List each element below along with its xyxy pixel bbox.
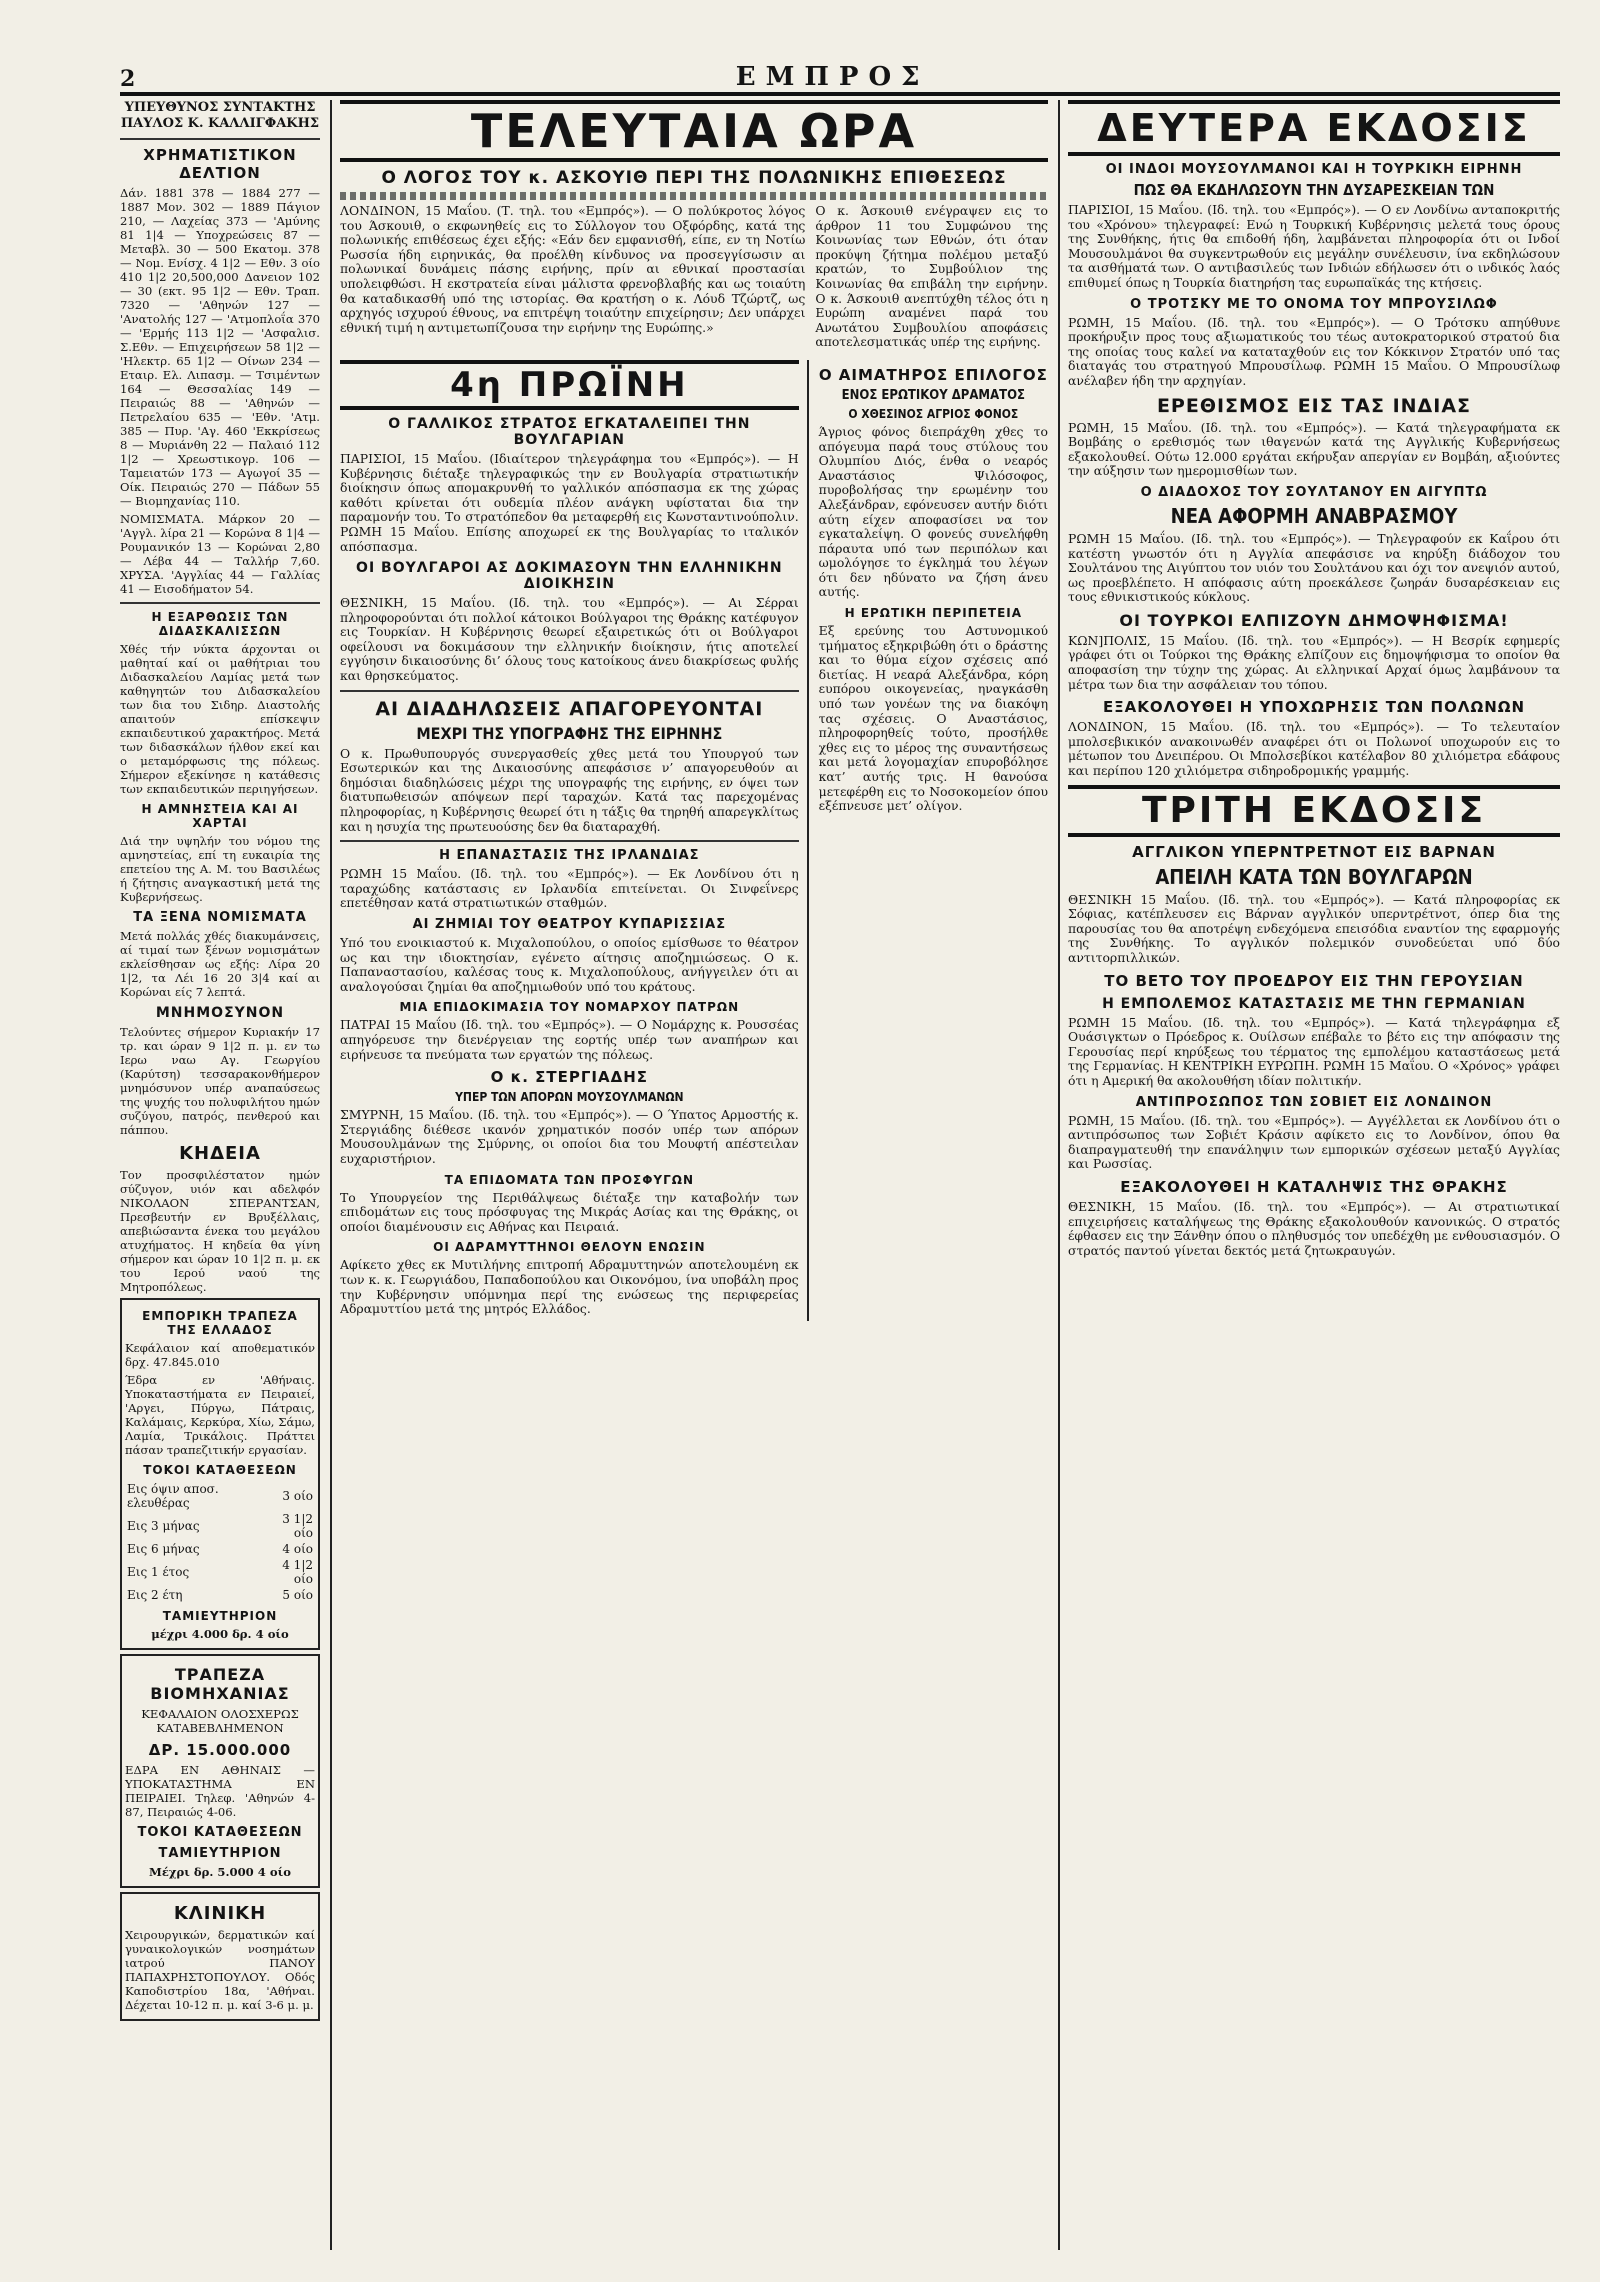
savings-text: μέχρι 4.000 δρ. 4 οίο: [151, 1627, 289, 1641]
industry-bank-advert: [120, 1654, 320, 1888]
lead-story: [340, 204, 1048, 354]
stergiadis-subhead: ΥΠΕΡ ΤΩΝ ΑΠΟΡΩΝ ΜΟΥΣΟΥΛΜΑΝΩΝ: [455, 1090, 684, 1105]
prefect-text: ΠΑΤΡΑΙ 15 Μαΐου (Ιδ. τηλ. του «Εμπρός»). — Ο Νομάρχης κ. Ρουσσέας απηγόρευσε την διενέργειαν της εορτής υπέρ των αναπήρων και ειρήνευσε τα πνεύματα των εργατών της πόλεως.: [340, 1017, 799, 1062]
crime-text: Άγριος φόνος διεπράχθη χθες το απόγευμα παρά τους στύλους του Ολυμπίου Διός, ένθα ο νεαρός Αναστάσιος Ψιλόσοφος, πυροβολήσας την ερωμένην του Αλεξάνδραν, εφόνευσεν αυτήν διότι αύτη είχεν αποφασίσει να τον εγκαταλείψη. Ο φονεύς συνελήφθη πάραυτα υπό των περιπόλων και ωμολόγησε το έγκλημά του λέγων ότι δεν ηδύνατο να ζήση άνευ αυτής.: [818, 423, 1048, 600]
crime-headline: Ο ΑΙΜΑΤΗΡΟΣ ΕΠΙΛΟΓΟΣ: [818, 365, 1048, 384]
market-text: Δάν. 1881 378 — 1884 277 — 1887 Μον. 302 — 1889 Πάγιον 210, — Λαχείας 373 — 'Αμύνης 81 1|4 — Υποχρεώσεις 87 — Μεταβλ. 30 — 500 Εκατομ. 378 — Νομ. Ενίσχ. 4 1|2 — Εθν. 3 οίο 410 1|2 20,500,000 Δανειον 102 — 30 (εκτ. 95 1|2 — Εθν. Τραπ. 7320 — 'Αθηνών 127 — 'Ανατολής 127 — 'Ατμοπλοΐα 370 — 'Ερμής 113 1|2 — 'Ασφαλισ. Σ.Εθν. — Επιχειρήσεων 58 1|2 — 'Ηλεκτρ. 65 1|2 — Οίνων 234 — Εταιρ. Ελ. Λιπασμ. — Τσιμέντων 164 — Θεσσαλίας 149 — Πειραιώς 88 — 'Αθηνών — Πετρελαίου 635 — 'Εθν. 'Ατμ. 385 — Πυρ. 'Αγ. 460 'Εκκρίσεως 8 — Μυριάνθη 22 — Παλαιό 112 1|2 — Χρεωστικογρ. 106 — Ταμειατών 173 — Αγωγοί 35 — Οίκ. Πειραιώς 270 — Πάδων 55 — Βιομηχανίας 110.: [120, 186, 320, 508]
bank1-capital: Κεφάλαιον καί αποθεματικόν δρχ. 47.845.010: [125, 1341, 315, 1369]
bank2-deposits-title: ΤΟΚΟΙ ΚΑΤΑΘΕΣΕΩΝ: [137, 1825, 303, 1840]
trotsky-headline: Ο ΤΡΟΤΣΚΥ ΜΕ ΤΟ ΟΝΟΜΑ ΤΟΥ ΜΠΡΟΥΣΙΛΩΦ: [1130, 296, 1498, 312]
ireland-text: ΡΩΜΗ 15 Μαΐου. (Ιδ. τηλ. του «Εμπρός»). — Εκ Λονδίνου ότι η ταραχώδης κατάστασις εν Ιρλανδία επιτείνεται. Οι Σινφεΐνερς επετέθησαν κατά στρατιωτικών σταθμών.: [340, 866, 799, 911]
stergiadis-headline: Ο κ. ΣΤΕΡΓΙΑΔΗΣ: [490, 1068, 649, 1087]
amnesty-text: Διά την υψηλήν του νόμου της αμνηστείας, επί τη ευκαιρία της επετείου της Α. Μ. του Βασιλέως ή ζήτησις αναγκαστική μετά της Κυβερνήσεως.: [120, 834, 320, 904]
germany-text: ΡΩΜΗ 15 Μαΐου. (Ιδ. τηλ. του «Εμπρός»). — Κατά τηλεγράφημα εξ Ουάσιγκτων ο Πρόεδρος κ. Ουίλσων επέβαλε το βέτο εις την απόφασιν της Γερουσίας περί κηρύξεως του τέρματος της εμπολέμου καταστάσεως μετά της Γερμανίας. Η ΚΕΝΤΡΙΚΗ ΕΥΡΩΠΗ. ΡΩΜΗ 15 Μαΐου. Ο «Χρόνος» γράφει ότι η Αμερική θα ακολουθήση ιδίαν πολιτικήν.: [1068, 1014, 1560, 1088]
ireland-headline: Η ΕΠΑΝΑΣΤΑΣΙΣ ΤΗΣ ΙΡΛΑΝΔΙΑΣ: [439, 848, 700, 864]
left-column: [120, 100, 320, 2250]
india-unrest-text: ΡΩΜΗ, 15 Μαΐου. (Ιδ. τηλ. του «Εμπρός»). — Κατά τηλεγραφήματα εκ Βομβάης ο ερεθισμός των ιθαγενών κατά της Αγγλικής Κυβερνήσεως εξακολουθεί. Ούτω 12.000 εργάται εκήρυξαν απεργίαν εν Βομβάη, αξιούντες την αύξησιν των ημερομισθίων των.: [1068, 419, 1560, 479]
last-hour-banner: ΤΕΛΕΥΤΑΙΑ ΩΡΑ: [340, 100, 1048, 162]
indians-text: ΠΑΡΙΣΙΟΙ, 15 Μαΐου. (Ιδ. τηλ. του «Εμπρός»). — Ο εν Λονδίνω ανταποκριτής του «Χρόνου» τηλεγραφεί: Ενώ η Τουρκική Κυβέρνησις μελετά τους όρους της Συνθήκης, ήτις θα επιδοθή ήδη, λαμβάνεται πληροφορία ότι οι Ινδοί Μουσουλμάνοι θα συγκεντρωθούν εις μεγάλην συνέλευσιν, ίνα εκδηλώσουν τα αισθήματά των. Ο αντιβασιλεύς των Ινδιών εδήλωσεν ότι ο ινδικός λαός επιθυμεί όπως η Τουρκία διατηρήση τας ευρωπαϊκάς της κτήσεις.: [1068, 202, 1560, 290]
paper-name: ΕΜΠΡΟΣ: [735, 62, 930, 92]
lead-headline: Ο ΛΟΓΟΣ ΤΟΥ κ. ΑΣΚΟΥΙΘ ΠΕΡΙ ΤΗΣ ΠΟΛΩΝΙΚΗΣ ΕΠΙΘΕΣΕΩΣ: [381, 168, 1007, 188]
egypt-headline: Ο ΔΙΑΔΟΧΟΣ ΤΟΥ ΣΟΥΛΤΑΝΟΥ ΕΝ ΑΙΓΥΠΤΩ: [1140, 484, 1488, 500]
bank2-sub: ΚΕΦΑΛΑΙΟΝ ΟΛΟΣΧΕΡΩΣ ΚΑΤΑΒΕΒΛΗΜΕΝΟΝ: [141, 1707, 299, 1735]
deposits-title: ΤΟΚΟΙ ΚΑΤΑΘΕΣΕΩΝ: [143, 1463, 297, 1477]
dreadnought-text: ΘΕΣΝΙΚΗ 15 Μαΐου. (Ιδ. τηλ. του «Εμπρός»). — Κατά πληροφορίας εκ Σόφιας, κατέπλευσεν εις Βάρναν αγγλικόν υπερντρέτνοτ, όπερ δια της παρουσίας του θα αποτρέψη ενδεχόμενα επεισόδια εναντίον της εφαρμογής της Συνθήκης. Το αγγλικόν πολεμικόν συνοδεύεται υπό δύο αντιτορπιλλικών.: [1068, 891, 1560, 965]
indians-headline: ΟΙ ΙΝΔΟΙ ΜΟΥΣΟΥΛΜΑΝΟΙ ΚΑΙ Η ΤΟΥΡΚΙΚΗ ΕΙΡΗΝΗ: [1105, 162, 1523, 177]
refugees-headline: ΤΑ ΕΠΙΔΟΜΑΤΑ ΤΩΝ ΠΡΟΣΦΥΓΩΝ: [444, 1172, 695, 1187]
crime-subhead: ΕΝΟΣ ΕΡΩΤΙΚΟΥ ΔΡΑΜΑΤΟΣ: [841, 387, 1026, 403]
lower-middle: [340, 360, 1048, 1321]
masthead: [120, 62, 1560, 96]
thrace-headline: ΕΞΑΚΟΛΟΥΘΕΙ Η ΚΑΤΑΛΗΨΙΣ ΤΗΣ ΘΡΑΚΗΣ: [1120, 1177, 1508, 1196]
india-unrest-headline: ΕΡΕΘΙΣΜΟΣ ΕΙΣ ΤΑΣ ΙΝΔΙΑΣ: [1156, 394, 1472, 417]
column-rule: [1058, 100, 1060, 2250]
lead-text-a: ΛΟΝΔΙΝΟΝ, 15 Μαΐου. (Τ. τηλ. του «Εμπρός»). — Ο πολύκροτος λόγος του Άσκουιθ, ο εκφωνηθείς εις το Σύλλογον του Οξφόρδης, κατά της πολωνικής επιθέσεως έχει εξής: «Εάν δεν εμφανισθή, είπε, εν τη Νοτίω Ρωσσία ήδη ειρηνικάς, θα προέλθη κίνδυνος να προσεγγίσωσιν αι πολωνικαί δυνάμεις πάσης ειρήνης, πρίν αι εθνικαί προστασίαι υπολειφθώσι. Η εκστρατεία είναι μάλιστα φρενοβλαβής και ως τοιαύτη θα καταδικασθή υπό της ιστορίας. Θα κρατήση ο κ. Λόυδ Τζώρτζ, ως αρχηγός ισχυρού έθνους, να επιτρέψη τοιαύτην επιχείρησιν; Δεν υπάρχει εθνική τιμή η αντιμετωπίζουσα την ειρήνην της Ευρώπης.»: [340, 203, 806, 335]
crime-text-2: Εξ ερεύνης του Αστυνομικού τμήματος εξηκριβώθη ότι ο δράστης και το θύμα είχον σχέσεις από διετίας. Η νεαρά Αλεξάνδρα, κόρη ευπόρου οικογενείας, ηναγκάσθη υπό των γονέων της να διακόψη τας σχέσεις. Ο Αναστάσιος, πληροφορηθείς τούτο, προσήλθε χθες εις το μέρος της συναντήσεως και μετά λογομαχίαν επυροβόλησε κατ’ αυτής τρις. Η θανούσα μετεφέρθη εις το Νοσοκομείον όπου εξέπνευσε μετ’ ολίγον.: [818, 623, 1048, 814]
bank2-capital: ΔΡ. 15.000.000: [148, 1741, 292, 1759]
turks-text: ΚΩΝ]ΠΟΛΙΣ, 15 Μαΐου. (Ιδ. τηλ. του «Εμπρός»). — Η Βεσρίκ εφημερίς γράφει ότι οι Τούρκοι της Θράκης ελπίζουν εις δημοψήφισμα το οποίον θα αποφασίση την τύχην της χώρας. Αι ελληνικαί Αρχαί όμως λαμβάνουν τα μέτρα των δια την ασφάλειαν του τόπου.: [1068, 632, 1560, 692]
table-row: Εις 1 έτος 4 1|2 οίο: [127, 1558, 313, 1586]
second-edition-banner: ΔΕΥΤΕΡΑ ΕΚΔΟΣΙΣ: [1068, 100, 1560, 156]
demonstrations-text: Ο κ. Πρωθυπουργός συνεργασθείς χθες μετά του Υπουργού των Εσωτερικών και της Δικαιοσύνης απεφάσισε ν’ απαγορευθούν αι δημόσιαι διαδηλώσεις μέχρι της υπογραφής της ειρήνης, εν όψει των διατυπωθεισών απόψεων περί ταραχών. Κατά τας παρεχομένας πληροφορίας, η Κυβέρνησις θεωρεί ότι η τάξις θα τηρηθή απαρεγκλίτως και η ησυχία της πρωτευούσης δεν θα διαταραχθή.: [340, 745, 799, 834]
exams-title: Η ΕΞΑΡΘΩΣΙΣ ΤΩΝ ΔΙΔΑΣΚΑΛΙΣΣΩΝ: [151, 610, 289, 638]
middle-column: [340, 100, 1048, 2250]
stergiadis-text: ΣΜΥΡΝΗ, 15 Μαΐου. (Ιδ. τηλ. του «Εμπρός»). — Ο Ύπατος Αρμοστής κ. Στεργιάδης διέθεσε ικανόν χρηματικόν ποσόν υπέρ των απόρων Μουσουλμάνων της Σμύρνης, οι οποίοι δια του Μουφτή απέστειλαν ευχαριστήριον.: [340, 1107, 799, 1166]
editor-credit: ΥΠΕΥΘΥΝΟΣ ΣΥΝΤΑΚΤΗΣ ΠΑΥΛΟΣ Κ. ΚΑΛΛΙΓΦΑΚΗΣ: [120, 100, 320, 131]
veto-headline: ΤΟ ΒΕΤΟ ΤΟΥ ΠΡΟΕΔΡΟΥ ΕΙΣ ΤΗΝ ΓΕΡΟΥΣΙΑΝ: [1104, 971, 1524, 990]
column-rule: [330, 100, 332, 2250]
crime-subhead-2: Ο ΧΘΕΣΙΝΟΣ ΑΓΡΙΟΣ ΦΟΝΟΣ: [848, 406, 1019, 421]
prefect-headline: ΜΙΑ ΕΠΙΔΟΚΙΜΑΣΙΑ ΤΟΥ ΝΟΜΑΡΧΟΥ ΠΑΤΡΩΝ: [399, 1000, 740, 1015]
french-army-text: ΠΑΡΙΣΙΟΙ, 15 Μαΐου. (Ιδιαίτερον τηλεγράφημα του «Εμπρός»). — Η Κυβέρνησις διέταξε τηλεγραφικώς την εν Βουλγαρία στρατιωτικήν διοίκησιν όπως απομακρυνθή το γαλλικόν απόσπασμα εκ της χώρας καθότι κρίνεται ότι ουδεμία πλέον ανάγκη υφίσταται δια την παραμονήν του. Το στρατόπεδον θα μεταφερθή εις Κωνσταντινούπολιν. ΡΩΜΗ 15 Μαΐου. Επίσης αποχωρεί εκ της Βουλγαρίας το ιταλικόν απόσπασμα.: [340, 450, 799, 554]
page-number: 2: [120, 66, 136, 92]
egypt-text: ΡΩΜΗ 15 Μαΐου. (Ιδ. τηλ. του «Εμπρός»). — Τηλεγραφούν εκ Καΐρου ότι κατέστη γνωστόν ότι η Αγγλία απεφάσισε να κηρύξη διάδοχον του Σουλτάνου της Αιγύπτου τον υιόν του Σουλτάνου και όχι τον ανεψιόν αυτού, ως προεβλέπετο. Η απόφασις αύτη προεκάλεσε ζωηράν δυσαρέσκειαν εις τους εθνικιστικούς κύκλους.: [1068, 530, 1560, 605]
french-army-headline: Ο ΓΑΛΛΙΚΟΣ ΣΤΡΑΤΟΣ ΕΓΚΑΤΑΛΕΙΠΕΙ ΤΗΝ ΒΟΥΛΓΑΡΙΑΝ: [388, 415, 751, 448]
market-title: ΧΡΗΜΑΤΙΣΤΙΚΟΝ ΔΕΛΤΙΟΝ: [143, 146, 297, 182]
bulgarians-text: ΘΕΣΝΙΚΗ, 15 Μαΐου. (Ιδ. τηλ. του «Εμπρός»). — Αι Σέρραι πληροφορούνται ότι πολλοί κάτοικοι Βούλγαροι της Θράκης κατέφυγον εις Τουρκίαν. Η Κυβέρνησις θεωρεί εξαιρετικώς ότι οι Βούλγαροι οφείλουσι να δοκιμάσουν την ελληνικήν διοίκησιν, ήτις αποτελεί εγγύησιν δικαιοσύνης δι’ όλους τους κατοίκους άνευ διακρίσεως φυλής και θρησκεύματος.: [340, 595, 799, 684]
table-row: Εις 6 μήνας 4 οίο: [127, 1542, 313, 1556]
demonstrations-subhead: ΜΕΧΡΙ ΤΗΣ ΥΠΟΓΡΑΦΗΣ ΤΗΣ ΕΙΡΗΝΗΣ: [416, 723, 723, 743]
bulgarians-headline: ΟΙ ΒΟΥΛΓΑΡΟΙ ΑΣ ΔΟΚΙΜΑΣΟΥΝ ΤΗΝ ΕΛΛΗΝΙΚΗΝ ΔΙΟΙΚΗΣΙΝ: [356, 560, 783, 593]
clinic-advert: [120, 1892, 320, 2021]
third-edition-banner: ΤΡΙΤΗ ΕΚΔΟΣΙΣ: [1068, 785, 1560, 837]
bank2-text: ΕΔΡΑ ΕΝ ΑΘΗΝΑΙΣ — ΥΠΟΚΑΤΑΣΤΗΜΑ ΕΝ ΠΕΙΡΑΙΕΙ. Τηλεφ. 'Αθηνών 4-87, Πειραιώς 4-06.: [125, 1763, 315, 1819]
soviet-text: ΡΩΜΗ, 15 Μαΐου. (Ιδ. τηλ. του «Εμπρός»). — Αγγέλλεται εκ Λονδίνου ότι ο αντιπρόσωπος των Σοβιέτ Κράσιν αφίκετο εις το Λονδίνον, όπου θα διαπραγματευθή την επανάληψιν των εμπορικών σχέσεων μεταξύ Αγγλίας και Ρωσσίας.: [1068, 1112, 1560, 1172]
amnesty-title: Η ΑΜΝΗΣΤΕΙΑ ΚΑΙ ΑΙ ΧΑΡΤΑΙ: [141, 802, 299, 830]
bank2-title: ΤΡΑΠΕΖΑ ΒΙΟΜΗΧΑΝΙΑΣ: [150, 1665, 290, 1703]
clinic-text: Χειρουργικών, δερματικών καί γυναικολογικών νοσημάτων ιατρού ΠΑΝΟΥ ΠΑΠΑΧΡΗΣΤΟΠΟΥΛΟΥ. Οδός Καποδιστρίου 18α, 'Αθήναι. Δέχεται 10-12 π. μ. καί 3-6 μ. μ.: [125, 1928, 315, 2012]
clinic-title: ΚΛΙΝΙΚΗ: [173, 1903, 267, 1924]
foreign-currency-title: ΤΑ ΞΕΝΑ ΝΟΜΙΣΜΑΤΑ: [133, 910, 307, 925]
refugees-text: Το Υπουργείον της Περιθάλψεως διέταξε την καταβολήν των επιδομάτων εις τους πρόσφυγας της Μικράς Ασίας και της Θράκης, οι οποίοι διαμένουσιν εις Αθήνας και Πειραιά.: [340, 1189, 799, 1234]
fourth-morning-banner: 4η ΠΡΩΪΝΗ: [340, 360, 799, 410]
table-row: Εις 3 μήνας 3 1|2 οίο: [127, 1512, 313, 1540]
adramyttion-text: Αφίκετο χθες εκ Μυτιλήνης επιτροπή Αδραμυττηνών αποτελουμένη εκ των κ. κ. Γεωργιάδου, Παπαδοπούλου και Οικονόμου, ίνα υποβάλη προς την Κυβέρνησιν υπόμνημα περί της ενώσεως της περιφερείας Αδραμυττίου μετά της μητρός Ελλάδος.: [340, 1257, 799, 1317]
poles-text: ΛΟΝΔΙΝΟΝ, 15 Μαΐου. (Ιδ. τηλ. του «Εμπρός»). — Το τελευταίον μπολσεβικικόν ανακοινωθέν αναφέρει ότι οι Πολωνοί υποχωρούν εις το μέτωπον του Δνειπέρου. Οι Μπολσεβίκοι κατέλαβον 80 χιλιόμετρα εδάφους και περίπου 120 χιλιόμετρα σιδηροδρομικής γραμμής.: [1068, 719, 1560, 779]
crime-headline-2: Η ΕΡΩΤΙΚΗ ΠΕΡΙΠΕΤΕΙΑ: [844, 606, 1023, 621]
adramyttion-headline: ΟΙ ΑΔΡΑΜΥΤΤΗΝΟΙ ΘΕΛΟΥΝ ΕΝΩΣΙΝ: [433, 1240, 706, 1255]
table-row: Εις 2 έτη 5 οίο: [127, 1588, 313, 1602]
egypt-subhead: ΝΕΑ ΑΦΟΡΜΗ ΑΝΑΒΡΑΣΜΟΥ: [1170, 503, 1458, 528]
currency-text: ΝΟΜΙΣΜΑΤΑ. Μάρκον 20 — 'Αγγλ. λίρα 21 — Κορώνα 8 1|4 — Ρουμανικόν 13 — Κορώναι 2,80 — Λέβα 44 — Ταλλήρ 7,60. ΧΡΥΣΑ. 'Αγγλίας 44 — Γαλλίας 41 — Εισοδήματον 54.: [120, 512, 320, 596]
funeral-text: Τον προσφιλέστατον ημών σύζυγον, υιόν και αδελφόν ΝΙΚΟΛΑΟΝ ΣΠΕΡΑΝΤΣΑΝ, Πρεσβευτήν εν Βρυξέλλαις, απεβιώσαντα ένεκα του μεγάλου ατυχήματος. Η κηδεία θα γίνη σήμερον και ώραν 10 1|2 π. μ. εκ του Ιερού ναού της Μητροπόλεως.: [120, 1168, 320, 1294]
dreadnought-subhead: ΑΠΕΙΛΗ ΚΑΤΑ ΤΩΝ ΒΟΥΛΓΑΡΩΝ: [1155, 864, 1473, 889]
theatre-text: Υπό του ενοικιαστού κ. Μιχαλοπούλου, ο οποίος εμίσθωσε το θέατρον ως και την ιδιοκτησίαν, εγένετο αίτησις αποζημιώσεως. Ο κ. Παπαναστασίου, καλέσας τους κ. Μιχαλοπούλους, ανήγγειλεν ότι αι αναλογούσαι ζημίαι θα αποζημιωθούν υπό του κράτους.: [340, 935, 799, 994]
right-column: [1068, 100, 1560, 2250]
bank1-title: ΕΜΠΟΡΙΚΗ ΤΡΑΠΕΖΑ ΤΗΣ ΕΛΛΑΔΟΣ: [142, 1309, 298, 1337]
foreign-currency-text: Μετά πολλάς χθές διακυμάνσεις, αί τιμαί των ξένων νομισμάτων εκλείσθησαν ως εξής: Λίρα 20 1|2, τα Λέι 16 20 3|4 καί αι Κορώναι είς 7 λεπτά.: [120, 929, 320, 999]
theatre-headline: ΑΙ ΖΗΜΙΑΙ ΤΟΥ ΘΕΑΤΡΟΥ ΚΥΠΑΡΙΣΣΙΑΣ: [412, 917, 727, 932]
memorial-title: ΜΝΗΜΟΣΥΝΟΝ: [155, 1005, 285, 1021]
demonstrations-headline: ΑΙ ΔΙΑΔΗΛΩΣΕΙΣ ΑΠΑΓΟΡΕΥΟΝΤΑΙ: [375, 697, 764, 720]
memorial-text: Τελούντες σήμερον Κυριακήν 17 τρ. και ώραν 9 1|2 π. μ. εν τω Ιερω ναω Αγ. Γεωργίου (Καρύτση) τεσσαρακονθήμερον μνημόσυνον υπέρ αναπαύσεως της ψυχής του πολυφιλήτου ημών συζύγου, πατρός, πενθερού και πάππου.: [120, 1025, 320, 1137]
germany-headline: Η ΕΜΠΟΛΕΜΟΣ ΚΑΤΑΣΤΑΣΙΣ ΜΕ ΤΗΝ ΓΕΡΜΑΝΙΑΝ: [1102, 995, 1526, 1012]
funeral-title: ΚΗΔΕΙΑ: [179, 1143, 261, 1164]
table-row: Εις όψιν αποσ. ελευθέρας 3 οίο: [127, 1482, 313, 1510]
soviet-headline: ΑΝΤΙΠΡΟΣΩΠΟΣ ΤΩΝ ΣΟΒΙΕΤ ΕΙΣ ΛΟΝΔΙΝΟΝ: [1135, 1094, 1493, 1110]
bank2-savings-title: ΤΑΜΙΕΥΤΗΡΙΟΝ: [158, 1846, 282, 1861]
bank-advert: [120, 1298, 320, 1650]
poles-headline: ΕΞΑΚΟΛΟΥΘΕΙ Η ΥΠΟΧΩΡΗΣΙΣ ΤΩΝ ΠΟΛΩΝΩΝ: [1102, 698, 1526, 717]
trotsky-text: ΡΩΜΗ, 15 Μαΐου. (Ιδ. τηλ. του «Εμπρός»). — Ο Τρότσκυ απηύθυνε προκήρυξιν προς τους αξιωματικούς του τέως αυτοκρατορικού στρατού δια της οποίας τους καλεί να καταταχθούν εις τον Κόκκινον Στρατόν υπό τας διαταγάς του στρατηγού Μπρουσίλωφ. ΡΩΜΗ 15 Μαΐου. Ο Μπρουσίλωφ ανέλαβεν ήδη την αρχηγίαν.: [1068, 314, 1560, 388]
turks-headline: ΟΙ ΤΟΥΡΚΟΙ ΕΛΠΙΖΟΥΝ ΔΗΜΟΨΗΦΙΣΜΑ!: [1119, 610, 1509, 630]
bank2-savings: Μέχρι δρ. 5.000 4 οίο: [149, 1865, 291, 1879]
exams-text: Χθές τήν νύκτα άρχονται οι μαθηταί καί οι μαθήτριαι του Διδασκαλείου Λαμίας μετά των καθηγητών του Διδασκαλείου των δια του Σιδηρ. Διαστολής απαιτούν επίσκεψιν εκπαιδευτικού χαρακτήρος. Μετά των διδασκάλων ήλθον εκεί και ο μεταμόρφωσις της πόλεως. Σήμερον εξεκίνησε η κατάθεσις των εκπαιδευτικών περιηγήσεων.: [120, 642, 320, 796]
morning-section: [340, 360, 809, 1321]
dreadnought-headline: ΑΓΓΛΙΚΟΝ ΥΠΕΡΝΤΡΕΤΝΟΤ ΕΙΣ ΒΑΡΝΑΝ: [1132, 842, 1496, 861]
savings-title: ΤΑΜΙΕΥΤΗΡΙΟΝ: [162, 1609, 278, 1623]
thrace-text: ΘΕΣΝΙΚΗ, 15 Μαΐου. (Ιδ. τηλ. του «Εμπρός»). — Αι στρατιωτικαί επιχειρήσεις καταλήψεως της Θράκης εξακολουθούν κανονικώς. Ο στρατός έφθασεν εις την Ξάνθην όπου ο πληθυσμός τον υπεδέχθη με ενθουσιασμόν. Ο στρατός παντού γίνεται δεκτός μετά ζητωκραυγών.: [1068, 1198, 1560, 1258]
indians-subhead: ΠΩΣ ΘΑ ΕΚΔΗΛΩΣΟΥΝ ΤΗΝ ΔΥΣΑΡΕΣΚΕΙΑΝ ΤΩΝ: [1133, 181, 1495, 199]
lead-text-b: Ο κ. Άσκουιθ ενέγραψεν εις το άρθρον 11 του Συμφώνου της Κοινωνίας των Εθνών, ότι όταν προκύψη ζήτημα πολέμου μεταξύ κρατών, το Συμβούλιον της Κοινωνίας θα επιβάλη την ειρήνην. Ο κ. Άσκουιθ ανεπτύχθη τέλος ότι η Ευρώπη αναμένει παρά του Ανωτάτου Συμβουλίου αποφάσεις αποτελεσματικάς υπέρ της ειρήνης.: [815, 203, 1048, 350]
bank1-text: Έδρα εν 'Αθήναις. Υποκαταστήματα εν Πειραιεί, 'Αργει, Πύργω, Πάτραις, Καλάμαις, Κερκύρα, Χίω, Σάμω, Λαμία, Τρικάλοις. Πράττει πάσαν τραπεζιτικήν εργασίαν.: [125, 1373, 315, 1457]
deposits-table: [125, 1481, 315, 1603]
crime-section: [819, 360, 1048, 1321]
